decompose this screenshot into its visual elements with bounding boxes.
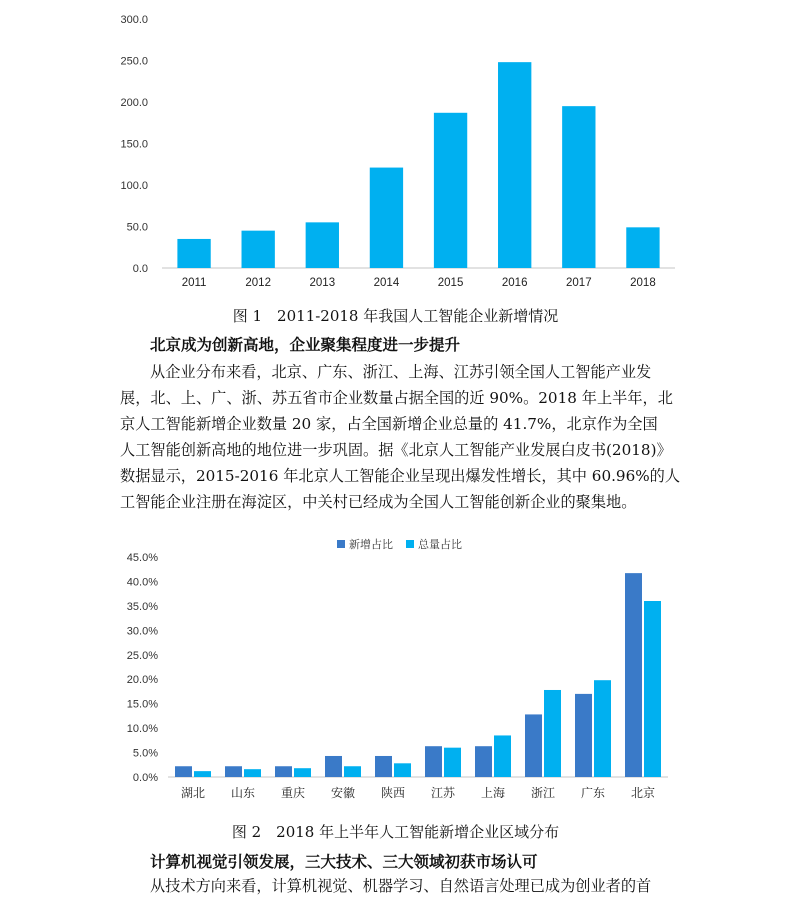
paragraph-line: 从技术方向来看，计算机视觉、机器学习、自然语言处理已成为创业者的首 — [150, 877, 652, 895]
x-tick-label: 2013 — [309, 277, 336, 289]
x-tick-label: 陕西 — [380, 786, 406, 800]
x-tick-label: 2012 — [245, 277, 271, 289]
bar-new-3 — [275, 766, 292, 777]
bar-total-2 — [244, 769, 261, 777]
x-tick-label: 2016 — [501, 277, 528, 289]
bar-total-10 — [644, 601, 661, 777]
bar-2015 — [434, 113, 467, 268]
bar-total-3 — [294, 768, 311, 777]
paragraph-technology-direction — [120, 873, 680, 899]
y-tick-label: 250.0 — [120, 55, 148, 68]
bar-total-1 — [194, 771, 211, 777]
y-tick-label: 0.0 — [132, 263, 148, 275]
bar-new-4 — [325, 756, 342, 777]
x-tick-label: 浙江 — [530, 786, 556, 800]
bar-2012 — [242, 231, 275, 268]
bar-2017 — [562, 106, 595, 268]
paragraph-enterprise-distribution — [120, 359, 680, 515]
bar-2018 — [626, 227, 659, 268]
paragraph-line: 数据显示，2015-2016 年北京人工智能企业呈现出爆发性增长，其中 60.96%的人 — [120, 467, 681, 485]
x-tick-label: 安徽 — [330, 786, 356, 800]
figure-2-caption: 图 2 2018 年上半年人工智能新增企业区域分布 — [231, 823, 560, 841]
x-tick-label: 北京 — [630, 786, 656, 800]
x-tick-label: 上海 — [480, 786, 506, 800]
x-tick-label: 2014 — [373, 277, 400, 289]
bar-total-8 — [544, 690, 561, 777]
bar-new-5 — [375, 756, 392, 777]
legend-label: 总量占比 — [418, 539, 462, 551]
x-tick-label: 湖北 — [180, 786, 206, 800]
y-tick-label: 0.0% — [132, 772, 158, 784]
bar-new-8 — [525, 714, 542, 777]
y-tick-label: 25.0% — [126, 649, 158, 662]
y-tick-label: 30.0% — [126, 625, 158, 638]
legend-swatch-2 — [406, 540, 414, 548]
y-tick-label: 150.0 — [120, 138, 148, 151]
y-tick-label: 100.0 — [120, 180, 148, 192]
x-tick-label: 广东 — [580, 786, 606, 800]
bar-2011 — [177, 239, 210, 268]
paragraph-line: 京人工智能新增企业数量 20 家，占全国新增企业总量的 41.7%，北京作为全国 — [120, 415, 658, 433]
y-tick-label: 50.0 — [126, 221, 148, 234]
y-tick-label: 45.0% — [126, 552, 158, 564]
paragraph-line: 工智能企业注册在海淀区，中关村已经成为全国人工智能创新企业的聚集地。 — [120, 493, 637, 511]
y-tick-label: 15.0% — [126, 698, 158, 711]
x-tick-label: 2017 — [566, 277, 592, 289]
paragraph-line: 人工智能创新高地的地位进一步巩固。据《北京人工智能产业发展白皮书(2018)》 — [120, 441, 672, 459]
bar-total-4 — [344, 766, 361, 777]
bar-total-7 — [494, 735, 511, 777]
bar-total-5 — [394, 763, 411, 777]
legend-swatch-1 — [337, 540, 345, 548]
x-tick-label: 2015 — [437, 277, 464, 289]
y-tick-label: 200.0 — [120, 97, 148, 109]
bar-2014 — [370, 168, 403, 268]
paragraph-line: 展，北、上、广、浙、苏五省市企业数量占据全国的近 90%。2018 年上半年，北 — [120, 389, 673, 407]
paragraph-line: 从企业分布来看，北京、广东、浙江、上海、江苏引领全国人工智能产业发 — [150, 363, 652, 381]
y-tick-label: 40.0% — [126, 576, 158, 589]
bar-new-2 — [225, 766, 242, 777]
bar-2013 — [306, 222, 339, 268]
x-tick-label: 江苏 — [430, 786, 456, 800]
bar-new-9 — [575, 694, 592, 777]
figure-1-caption: 图 1 2011-2018 年我国人工智能企业新增情况 — [232, 307, 559, 325]
bar-chart-regional-distribution — [0, 532, 791, 812]
x-tick-label: 山东 — [230, 786, 256, 800]
bar-total-6 — [444, 748, 461, 777]
bar-new-7 — [475, 746, 492, 777]
y-tick-label: 5.0% — [132, 747, 158, 760]
section-heading-beijing: 北京成为创新高地，企业聚集程度进一步提升 — [150, 336, 461, 354]
bar-2016 — [498, 62, 531, 268]
y-tick-label: 10.0% — [126, 723, 158, 736]
y-tick-label: 35.0% — [126, 600, 158, 613]
y-tick-label: 300.0 — [120, 14, 148, 26]
bar-chart-new-ai-companies-by-year — [0, 0, 791, 300]
legend-label: 新增占比 — [349, 539, 393, 551]
x-tick-label: 2018 — [630, 277, 656, 289]
x-tick-label: 重庆 — [280, 786, 306, 800]
bar-new-6 — [425, 746, 442, 777]
section-heading-computer-vision: 计算机视觉引领发展，三大技术、三大领域初获市场认可 — [150, 853, 538, 871]
x-tick-label: 2011 — [181, 277, 207, 289]
y-tick-label: 20.0% — [126, 674, 158, 687]
bar-new-1 — [175, 766, 192, 777]
bar-total-9 — [594, 680, 611, 777]
bar-new-10 — [625, 573, 642, 777]
